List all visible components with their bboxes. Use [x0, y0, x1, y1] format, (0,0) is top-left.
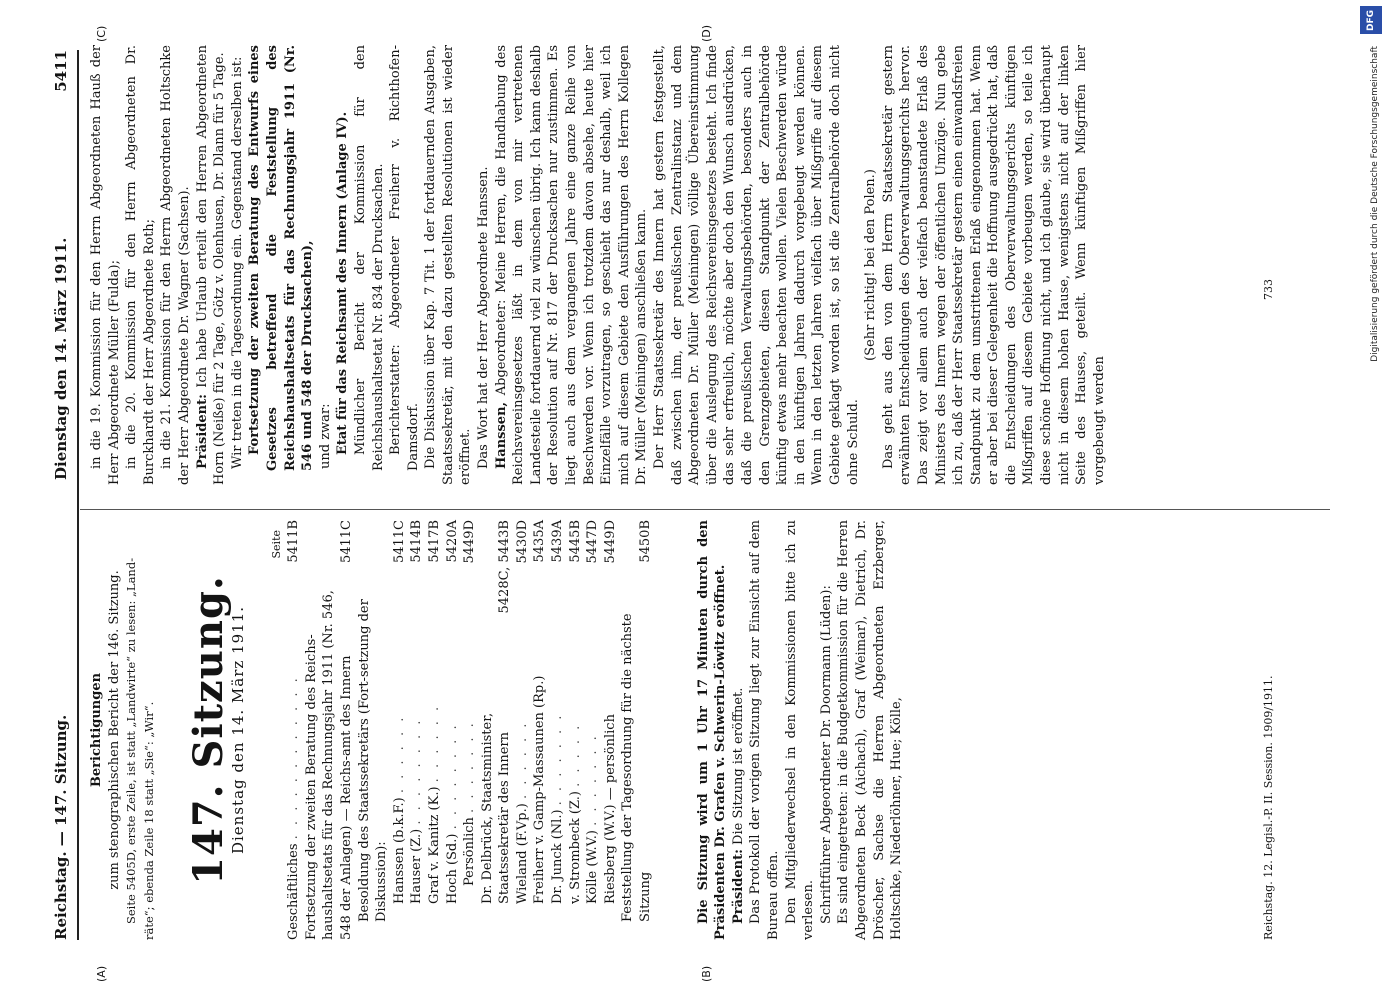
dfg-credit: Digitalisierung gefördert durch die Deutsche Forschungsgemeinschaft	[1370, 46, 1380, 362]
running-header-right	[52, 50, 76, 480]
interjection: (Sehr richtig! bei den Polen.)	[863, 169, 879, 361]
discussion-opened: Die Diskussion über Kap. 7 Tit. 1 der fortdauernden Ausgaben, Staatssekretär, mit den dazu gestellten Resolutionen ist wieder eröffnet.	[423, 45, 474, 485]
session-title: 147. Sitzung.	[185, 575, 233, 885]
speaker-label: Präsident:	[730, 849, 746, 924]
rapporteur: Berichterstatter: Abgeordneter Freiherr v. Richthofen-Damsdorf.	[388, 45, 421, 471]
protocol-note: Das Protokoll der vorigen Sitzung liegt zur Einsicht auf dem Bureau offen.	[748, 520, 781, 940]
committee-change-21: in die 21. Kommission für den Herrn Abgeordneten Holtschke der Herr Abgeordnete Dr. Wagner (Sachsen).	[159, 45, 192, 485]
running-header-left	[52, 520, 76, 940]
toc-entry: Wieland (F.Vp.) . . . . . . 5430D	[514, 520, 530, 904]
agenda-item: Fortsetzung der zweiten Beratung des Entwurfs eines Gesetzes betreffend die Feststellung des Reichshaushaltsetats für das Rechnungsjahr 1911 (Nr. 546 und 548 der Drucksachen),	[247, 45, 316, 471]
header-page-number: 5411	[52, 50, 70, 92]
toc-entry: Hauser (Z.) . . . . . . . . 5414B	[409, 520, 425, 904]
margin-marker-c: (C)	[95, 25, 108, 42]
column-divider	[80, 509, 1330, 510]
toc-entry: Hoch (Sd.) . . . . . . . . 5420A	[444, 520, 460, 904]
toc-entry: Dr. Delbrück, Staatsminister, Staatssekretär des Innern 5428C, 5443B	[479, 520, 513, 904]
toc-entry: Hanssen (b.k.F.) . . . . . . 5411C	[391, 520, 407, 904]
toc-entry: Persönlich . . . . . . . 5449D	[462, 520, 478, 886]
floor-given: Das Wort hat der Herr Abgeordnete Hanssen.	[476, 166, 492, 469]
agenda-und-zwar: und zwar:	[317, 403, 333, 469]
leave-notice: Präsident: Ich habe Urlaub erteilt den Herren Abgeordneten Horn (Neiße) für 2 Tage, Götz v. Olenhusen, Dr. Dlann für 5 Tage.	[194, 44, 228, 485]
right-column	[88, 45, 1108, 485]
committee-change-20: in die 20. Kommission für den Herrn Abgeordneten Dr. Burckhardt der Herr Abgeordnete Roth;	[124, 45, 157, 485]
committee-changes: Es sind eingetreten: in die Budgetkommission für die Herren Abgeordneten Beck (Aichach), Graf (Weimar), Dietrich, Dr. Dröscher, Sachse die Herren Abgeordneten Erzberger, Holtschke, Niederlöhner, Hue; Kölle,	[836, 520, 905, 940]
corrections-title: Berichtigungen	[89, 672, 104, 788]
margin-marker-b: (B)	[700, 965, 713, 982]
toc-column-head: Seite	[269, 530, 283, 559]
margin-marker-d: (D)	[700, 24, 713, 42]
toc-entry: Geschäftliches . . . . . . . . . . . . 5411B	[286, 520, 302, 940]
speech-hanssen-2: Der Herr Staatssekretär des Innern hat gestern festgestellt, daß zwischen ihm, der preußischen Zentralinstanz und dem Abgeordneten Dr. Müller (Meiningen) völlige Übereinstimmung über die Auslegung des Reichsvereinsgesetzes besteht. Ich finde das sehr erfreulich, möchte aber doch den Wunsch ausdrücken, daß die preußischen Verwaltungsbehörden, besonders auch in den Grenzgebieten, diesen Standpunkt der Zentralbehörde künftig etwas mehr beachten wollen. Vielen Beschwerden würde in den künftigen Jahren dadurch vorgebeugt werden können. Wenn in den letzten Jahren vielfach über Mißgriffe auf diesem Gebiete geklagt worden ist, so ist die Zentralbehörde doch nicht ohne Schuld.	[652, 45, 861, 485]
toc-entry: Dr. Junck (Nl.) . . . . . . . 5439A	[550, 520, 566, 904]
president-statement: Präsident: Die Sitzung ist eröffnet.	[730, 687, 746, 924]
toc-entry: Kölle (W.V.) . . . . . . . 5447D	[585, 520, 601, 904]
speech-hanssen-3: Das geht aus den von dem Herrn Staatssekretär gestern erwähnten Entscheidungen des Oberverwaltungsgerichts hervor. Das zeigt vor allem auch der vielfach beanstandete Erlaß des Ministers des Innern wegen der öffentlichen Umzüge. Nun gebe ich zu, daß der Herr Staatssekretär gestern einen einwandsfreien Standpunkt zu dem umstrittenen Erlaß eingenommen hat. Wenn er aber bei dieser Gelegenheit die Hoffnung ausgedrückt hat, daß die Entscheidungen des Oberverwaltungsgerichts künftigen Mißgriffen auf diesem Gebiete vorbeugen werden, so teile ich diese schöne Hoffnung nicht, und ich glaube, sie wird überhaupt nicht in diesem hohen Hause, wenigstens nicht auf der linken Seite des Hauses, geteilt. Wenn künftigen Mißgriffen hier vorgebeugt werden	[880, 45, 1107, 485]
header-right-title: Dienstag den 14. März 1911.	[52, 237, 70, 480]
speaker-hanssen: Hanssen,	[493, 401, 509, 469]
left-column	[88, 520, 906, 940]
header-left-title: Reichstag. — 147. Sitzung.	[52, 714, 70, 940]
corrections-line-1: zum stenographischen Bericht der 146. Sitzung.	[106, 570, 122, 890]
toc-entry: Freiherr v. Gamp-Massaunen (Rp.) 5435A	[532, 520, 548, 904]
session-date: Dienstag den 14. März 1911.	[228, 606, 247, 855]
opening-paragraph: Die Sitzung wird um 1 Uhr 17 Minuten durch den Präsidenten Dr. Grafen v. Schwerin-Löwitz eröffnet.	[695, 520, 729, 940]
speech-hanssen-1: Hanssen, Abgeordneter: Meine Herren, die Handhabung des Reichsvereinsgesetzes läßt in dem von mir vertretenen Landesteile fortdauernd viel zu wünschen übrig. Ich kann deshalb der Resolution auf Nr. 817 der Drucksachen nur zustimmen. Es liegt auch aus dem vergangenen Jahre eine ganze Reihe von Beschwerden vor. Wenn ich trotzdem davon absehe, heute hier Einzelfälle vorzutragen, so geschieht das nur deshalb, weil ich mich auf diesem Gebiete den Ausführungen des Herrn Kollegen Dr. Müller (Meiningen) anschließen kann.	[493, 45, 650, 485]
agenda-intro: Wir treten in die Tagesordnung ein. Gegenstand derselben ist:	[229, 56, 245, 469]
committee-change-19: in die 19. Kommission für den Herrn Abgeordneten Hauß der Herr Abgeordnete Müller (Fulda);	[89, 45, 122, 485]
toc-entry: Besoldung des Staatssekretärs (Fort-setzung der Diskussion):	[356, 599, 390, 922]
etat-reichsamt: Etat für das Reichsamt des Innern (Anlage IV).	[335, 111, 351, 455]
sheet-number: 733	[1262, 279, 1275, 300]
corrections-line-3: räte“; ebenda Zeile 18 statt „Sie“: „Wir“.	[141, 701, 156, 940]
toc-entry: Riesberg (W.V.) — persönlich 5449D	[602, 520, 618, 904]
toc-entry: Fortsetzung der zweiten Beratung des Reichs-haushaltsetats für das Rechnungsjahr 1911 (Nr. 546, 548 der Anlagen) — Reichs-amt des Innern 5411C	[303, 520, 354, 940]
table-of-contents	[268, 520, 655, 940]
footer-left	[1262, 520, 1275, 940]
commission-report: Mündlicher Bericht der Kommission für den Reichshaushaltsetat Nr. 834 der Drucksachen.	[352, 45, 386, 471]
member-change-note: Den Mitgliederwechsel in den Kommissionen bitte ich zu verlesen.	[783, 520, 817, 940]
toc-entry: Graf v. Kanitz (K.) . . . . . . 5417B	[426, 520, 442, 904]
dfg-logo: DFG	[1360, 6, 1382, 34]
toc-entry: v. Strombeck (Z.) . . . . . 5445B	[567, 520, 583, 904]
toc-entry: Feststellung der Tagesordnung für die nächste Sitzung 5450B	[620, 520, 654, 922]
footer-session-info: Reichstag. 12. Legisl.-P. II. Session. 1909/1911.	[1262, 675, 1275, 940]
secretary-label: Schriftführer Abgeordneter Dr. Doormann (Lüden):	[818, 585, 834, 924]
dfg-sidebar	[1358, 0, 1383, 1000]
header-rule	[77, 50, 79, 940]
margin-marker-a: (A)	[95, 965, 108, 982]
corrections-line-2: Seite 5405D, erste Zeile, ist statt „Landwirte“ zu lesen: „Land-	[124, 557, 139, 924]
